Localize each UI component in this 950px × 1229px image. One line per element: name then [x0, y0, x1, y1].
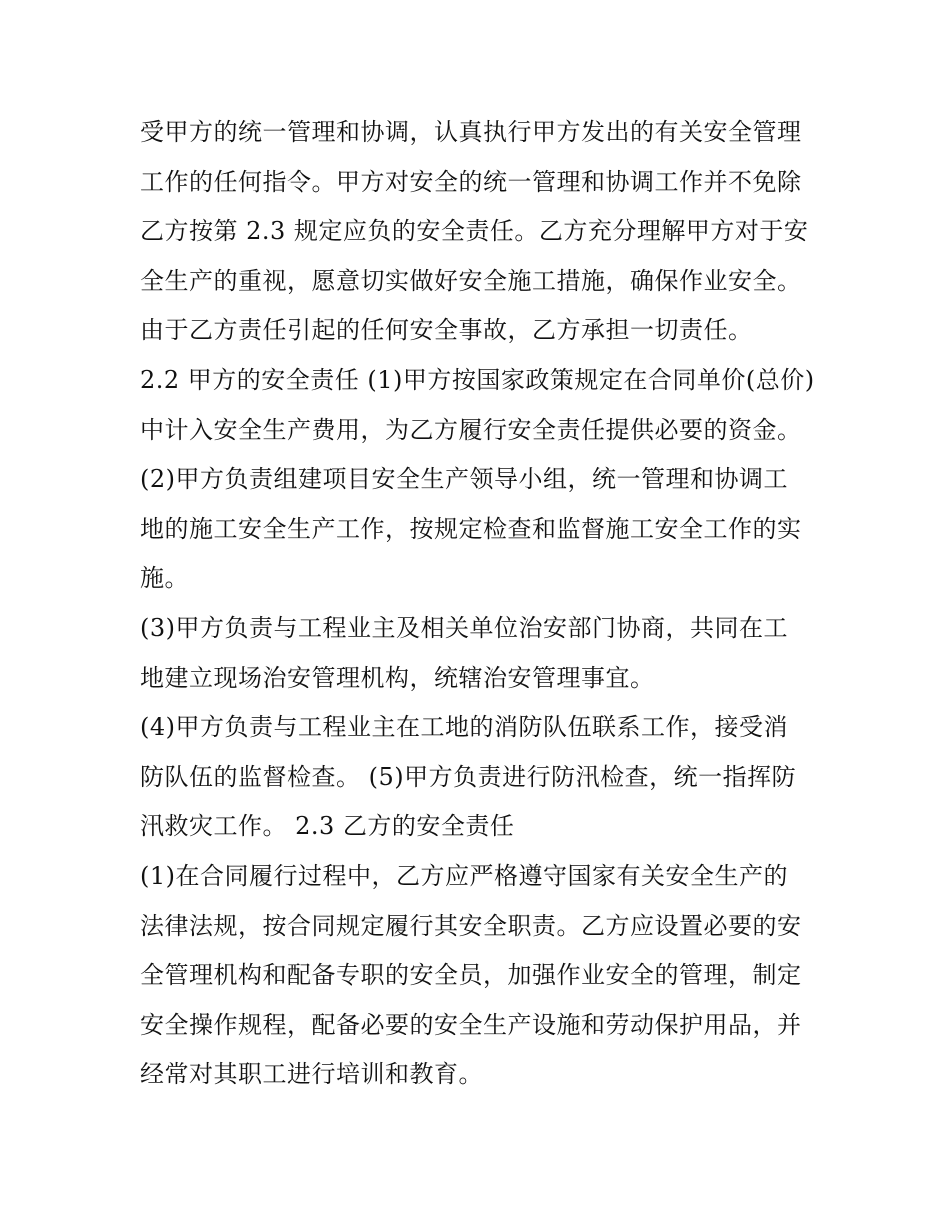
text-line: 工作的任何指令。甲方对安全的统一管理和协调工作并不免除 — [140, 167, 802, 196]
text-line: (1)在合同履行过程中，乙方应严格遵守国家有关安全生产的 — [140, 861, 788, 890]
text-line: 安全操作规程，配备必要的安全生产设施和劳动保护用品，并 — [140, 1010, 802, 1039]
text-line: 乙方按第 2.3 规定应负的安全责任。乙方充分理解甲方对于安 — [140, 217, 809, 246]
text-line: 中计入安全生产费用，为乙方履行安全责任提供必要的资金。 — [140, 415, 802, 444]
text-line: (4)甲方负责与工程业主在工地的消防队伍联系工作，接受消 — [140, 713, 788, 742]
text-line: 全生产的重视，愿意切实做好安全施工措施，确保作业安全。 — [140, 266, 802, 295]
text-line: 汛救灾工作。 2.3 乙方的安全责任 — [140, 812, 515, 841]
text-line: 全管理机构和配备专职的安全员，加强作业安全的管理，制定 — [140, 961, 802, 990]
body-text — [140, 108, 820, 1100]
text-line: 施。 — [140, 564, 189, 593]
text-line: 由于乙方责任引起的任何安全事故，乙方承担一切责任。 — [140, 316, 753, 345]
text-line: (3)甲方负责与工程业主及相关单位治安部门协商，共同在工 — [140, 613, 788, 642]
text-line: 受甲方的统一管理和协调，认真执行甲方发出的有关安全管理 — [140, 118, 802, 146]
text-line: 地的施工安全生产工作，按规定检查和监督施工安全工作的实 — [140, 514, 802, 543]
text-line: 法律法规，按合同规定履行其安全职责。乙方应设置必要的安 — [140, 911, 802, 940]
text-line: 2.2 甲方的安全责任 (1)甲方按国家政策规定在合同单价(总价) — [140, 365, 815, 394]
text-line: (2)甲方负责组建项目安全生产领导小组，统一管理和协调工 — [140, 465, 788, 494]
text-line: 地建立现场治安管理机构，统辖治安管理事宜。 — [140, 663, 655, 692]
text-line: 经常对其职工进行培训和教育。 — [140, 1060, 483, 1089]
text-line: 防队伍的监督检查。 (5)甲方负责进行防汛检查，统一指挥防 — [140, 762, 797, 791]
